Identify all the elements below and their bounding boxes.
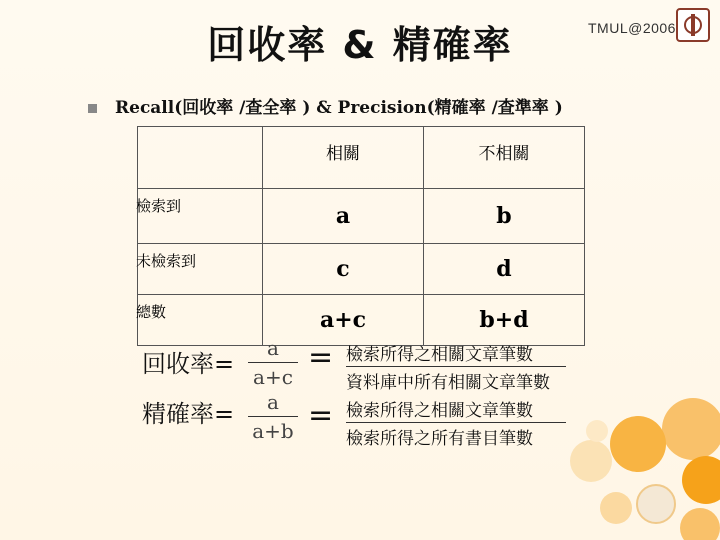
row-label: 總數 bbox=[138, 295, 263, 346]
decor-circle bbox=[680, 508, 720, 540]
fraction-line bbox=[248, 416, 298, 417]
row-label: 未檢索到 bbox=[138, 244, 263, 295]
library-logo-icon bbox=[676, 8, 710, 42]
brand-label: TMUL@2006 bbox=[588, 20, 676, 36]
table-row bbox=[138, 244, 585, 295]
header-relevant: 相關 bbox=[263, 127, 424, 189]
equals-sign: = bbox=[308, 398, 334, 433]
fraction-line bbox=[346, 422, 566, 423]
header-corner bbox=[138, 127, 263, 189]
fraction-numerator: a bbox=[267, 336, 279, 360]
table-cell: a bbox=[263, 189, 424, 244]
fraction-denominator: 資料庫中所有相關文章筆數 bbox=[346, 373, 550, 393]
table-cell: d bbox=[424, 244, 585, 295]
table-cell: b bbox=[424, 189, 585, 244]
page-title: 回收率 & 精確率 bbox=[207, 23, 513, 67]
fraction-numerator: 檢索所得之相關文章筆數 bbox=[346, 345, 533, 365]
decor-circle bbox=[662, 398, 720, 460]
equals-sign: = bbox=[308, 340, 334, 375]
fraction-denominator: a+c bbox=[253, 365, 293, 389]
precision-fraction bbox=[248, 390, 298, 443]
decor-circle bbox=[682, 456, 720, 504]
fraction-numerator: a bbox=[267, 390, 279, 414]
table-cell: a+c bbox=[263, 295, 424, 346]
decor-circle bbox=[636, 484, 676, 524]
decor-circle bbox=[570, 440, 612, 482]
header-not-relevant: 不相關 bbox=[424, 127, 585, 189]
table-cell: b+d bbox=[424, 295, 585, 346]
fraction-line bbox=[248, 362, 298, 363]
table-cell: c bbox=[263, 244, 424, 295]
recall-fraction bbox=[248, 336, 298, 389]
bullet-point bbox=[88, 93, 563, 118]
recall-word-fraction bbox=[346, 340, 566, 393]
row-label: 檢索到 bbox=[138, 189, 263, 244]
contingency-table bbox=[137, 126, 585, 346]
decor-circle bbox=[586, 420, 608, 442]
table-row bbox=[138, 295, 585, 346]
decor-circle bbox=[610, 416, 666, 472]
fraction-denominator: a+b bbox=[252, 419, 294, 443]
precision-label: 精確率= bbox=[142, 400, 235, 428]
decor-circle bbox=[600, 492, 632, 524]
fraction-numerator: 檢索所得之相關文章筆數 bbox=[346, 401, 533, 421]
fraction-line bbox=[346, 366, 566, 367]
fraction-denominator: 檢索所得之所有書目筆數 bbox=[346, 429, 533, 449]
table-header-row bbox=[138, 127, 585, 189]
recall-label: 回收率= bbox=[142, 350, 235, 378]
precision-word-fraction bbox=[346, 396, 566, 449]
square-bullet-icon bbox=[88, 104, 97, 113]
bullet-text: Recall(回收率 /查全率 ) & Precision(精確率 /查準率 ) bbox=[115, 98, 563, 118]
table-row bbox=[138, 189, 585, 244]
